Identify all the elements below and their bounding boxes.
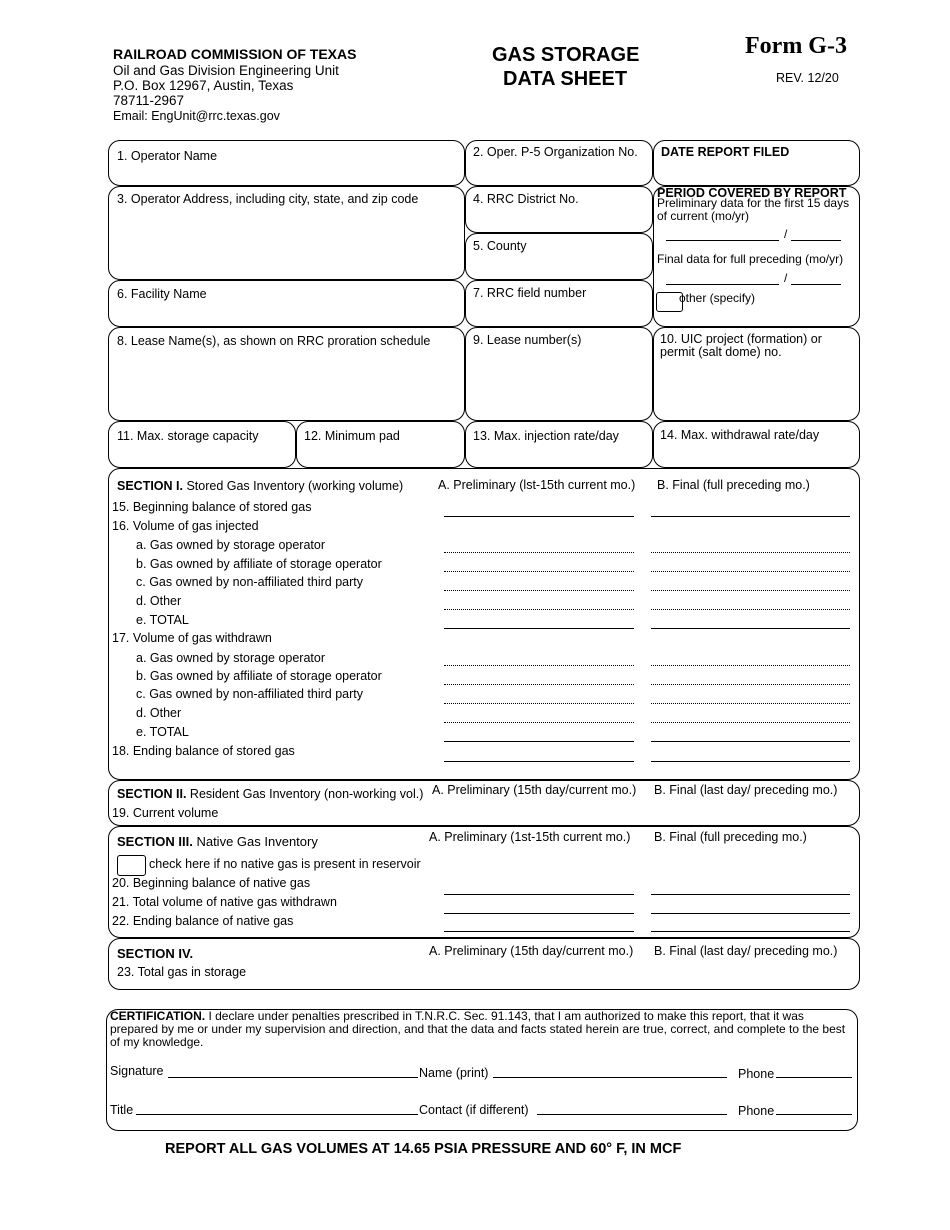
row-16b-a-line[interactable]: [444, 571, 634, 572]
prelim-year-line[interactable]: [791, 240, 841, 241]
signature-label: Signature: [110, 1064, 164, 1078]
section-1-col-a: A. Preliminary (lst-15th current mo.): [438, 478, 636, 492]
other-specify-label: other (specify): [679, 291, 756, 305]
row-17b-b-line[interactable]: [651, 684, 850, 685]
phone2-label: Phone: [738, 1104, 775, 1118]
section-4-col-a: A. Preliminary (15th day/current mo.): [429, 944, 634, 958]
row-21-label: 21. Total volume of native gas withdrawn: [112, 895, 337, 909]
prelim-slash: /: [784, 227, 788, 241]
no-native-gas-label: check here if no native gas is present in reservoir: [149, 857, 421, 871]
section-3-title-rest: Native Gas Inventory: [192, 834, 318, 849]
zip-code: 78711-2967: [113, 93, 185, 108]
final-slash: /: [784, 271, 788, 285]
division-name: Oil and Gas Division Engineering Unit: [113, 63, 339, 78]
min-pad-label: 12. Minimum pad: [304, 429, 400, 443]
final-year-line[interactable]: [791, 284, 841, 285]
no-native-gas-checkbox[interactable]: [117, 855, 146, 876]
row-22-b-line[interactable]: [651, 931, 850, 932]
row-20-a-line[interactable]: [444, 894, 634, 895]
row-17b-label: b. Gas owned by affiliate of storage operator: [136, 669, 382, 683]
field-number-label: 7. RRC field number: [473, 286, 587, 300]
operator-name-label: 1. Operator Name: [117, 149, 218, 163]
certification-title: CERTIFICATION.: [110, 1009, 206, 1023]
row-21-b-line[interactable]: [651, 913, 850, 914]
prelim-month-line[interactable]: [666, 240, 779, 241]
section-2-title: [117, 787, 423, 801]
row-16a-a-line[interactable]: [444, 552, 634, 553]
row-17e-label: e. TOTAL: [136, 725, 189, 739]
row-22-a-line[interactable]: [444, 931, 634, 932]
row-15-b-line[interactable]: [651, 516, 850, 517]
form-title-2: DATA SHEET: [503, 68, 628, 90]
title-line[interactable]: [136, 1114, 418, 1115]
row-15-label: 15. Beginning balance of stored gas: [112, 500, 312, 514]
county-label: 5. County: [473, 239, 527, 253]
section-1-box: [108, 468, 860, 780]
section-1-title-rest: Stored Gas Inventory (working volume): [182, 479, 404, 493]
certification-body: I declare under penalties prescribed in T.N.R.C. Sec. 91.143, that I am authorized to make this report, that it was prepared by me or under my supervision and direction, and that the data and facts stated herein are true, correct, and complete to the best of my knowledge.: [110, 1009, 846, 1049]
row-16e-a-line[interactable]: [444, 628, 634, 629]
row-16d-label: d. Other: [136, 594, 182, 608]
phone-line[interactable]: [776, 1077, 852, 1078]
row-23-label: 23. Total gas in storage: [117, 965, 247, 979]
row-17d-b-line[interactable]: [651, 722, 850, 723]
operator-name-box[interactable]: [108, 140, 465, 186]
contact-line[interactable]: [537, 1114, 727, 1115]
row-17a-b-line[interactable]: [651, 665, 850, 666]
contact-label: Contact (if different): [419, 1103, 529, 1117]
row-17c-a-line[interactable]: [444, 703, 634, 704]
period-prelim-text: Preliminary data for the first 15 days of current (mo/yr): [657, 196, 850, 223]
row-16-label: 16. Volume of gas injected: [112, 519, 259, 533]
row-20-label: 20. Beginning balance of native gas: [112, 876, 311, 890]
section-3-col-a: A. Preliminary (1st-15th current mo.): [429, 830, 631, 844]
row-17e-b-line[interactable]: [651, 741, 850, 742]
max-storage-label: 11. Max. storage capacity: [117, 429, 259, 443]
row-16b-label: b. Gas owned by affiliate of storage operator: [136, 557, 382, 571]
uic-project-label: 10. UIC project (formation) or permit (salt dome) no.: [660, 332, 822, 359]
section-1-title-bold: SECTION I.: [117, 479, 183, 493]
row-17c-label: c. Gas owned by non-affiliated third party: [136, 687, 363, 701]
date-filed-label: DATE REPORT FILED: [661, 145, 790, 159]
name-print-line[interactable]: [493, 1077, 727, 1078]
row-16d-a-line[interactable]: [444, 609, 634, 610]
row-16c-label: c. Gas owned by non-affiliated third party: [136, 575, 363, 589]
row-21-a-line[interactable]: [444, 913, 634, 914]
row-16b-b-line[interactable]: [651, 571, 850, 572]
row-20-b-line[interactable]: [651, 894, 850, 895]
section-1-col-b: B. Final (full preceding mo.): [657, 478, 810, 492]
section-3-col-b: B. Final (full preceding mo.): [654, 830, 807, 844]
section-4-col-b: B. Final (last day/ preceding mo.): [654, 944, 838, 958]
name-print-label: Name (print): [419, 1066, 489, 1080]
row-17a-label: a. Gas owned by storage operator: [136, 651, 326, 665]
title-label: Title: [110, 1103, 134, 1117]
row-17a-a-line[interactable]: [444, 665, 634, 666]
row-17d-a-line[interactable]: [444, 722, 634, 723]
row-16a-label: a. Gas owned by storage operator: [136, 538, 326, 552]
section-4-title: SECTION IV.: [117, 946, 194, 961]
row-16a-b-line[interactable]: [651, 552, 850, 553]
section-1-title: [117, 479, 403, 493]
row-17c-b-line[interactable]: [651, 703, 850, 704]
row-16d-b-line[interactable]: [651, 609, 850, 610]
row-18-b-line[interactable]: [651, 761, 850, 762]
form-title-1: GAS STORAGE: [492, 44, 640, 66]
signature-line[interactable]: [168, 1077, 418, 1078]
facility-name-label: 6. Facility Name: [117, 287, 207, 301]
row-16c-a-line[interactable]: [444, 590, 634, 591]
section-2-title-rest: Resident Gas Inventory (non-working vol.): [186, 787, 424, 801]
form-id: Form G-3: [745, 33, 847, 59]
row-19-label: 19. Current volume: [112, 806, 219, 820]
section-3-title: [117, 834, 318, 849]
section-2-title-bold: SECTION II.: [117, 787, 187, 801]
operator-address-label: 3. Operator Address, including city, state, and zip code: [117, 192, 419, 206]
section-2-col-a: A. Preliminary (15th day/current mo.): [432, 783, 637, 797]
row-16c-b-line[interactable]: [651, 590, 850, 591]
phone-label: Phone: [738, 1067, 775, 1081]
max-withdrawal-label: 14. Max. withdrawal rate/day: [660, 428, 820, 442]
section-2-col-b: B. Final (last day/ preceding mo.): [654, 783, 838, 797]
row-17e-a-line[interactable]: [444, 741, 634, 742]
section-3-title-bold: SECTION III.: [117, 834, 193, 849]
revision: REV. 12/20: [776, 71, 839, 85]
agency-name: RAILROAD COMMISSION OF TEXAS: [113, 46, 357, 62]
phone2-line[interactable]: [776, 1114, 852, 1115]
lease-name-label: 8. Lease Name(s), as shown on RRC proration schedule: [117, 334, 431, 348]
row-17b-a-line[interactable]: [444, 684, 634, 685]
row-17d-label: d. Other: [136, 706, 182, 720]
period-final-text: Final data for full preceding (mo/yr): [657, 252, 844, 266]
row-15-a-line[interactable]: [444, 516, 634, 517]
period-title: PERIOD COVERED BY REPORT: [657, 186, 847, 200]
row-18-label: 18. Ending balance of stored gas: [112, 744, 295, 758]
row-22-label: 22. Ending balance of native gas: [112, 914, 294, 928]
district-label: 4. RRC District No.: [473, 192, 579, 206]
lease-number-label: 9. Lease number(s): [473, 333, 582, 347]
max-injection-label: 13. Max. injection rate/day: [473, 429, 619, 443]
row-16e-label: e. TOTAL: [136, 613, 189, 627]
po-box: P.O. Box 12967, Austin, Texas: [113, 78, 294, 93]
p5-number-label: 2. Oper. P-5 Organization No.: [473, 145, 638, 159]
certification-text: [110, 1010, 850, 1049]
email: Email: EngUnit@rrc.texas.gov: [113, 109, 280, 123]
row-18-a-line[interactable]: [444, 761, 634, 762]
row-17-label: 17. Volume of gas withdrawn: [112, 631, 272, 645]
final-month-line[interactable]: [666, 284, 779, 285]
row-16e-b-line[interactable]: [651, 628, 850, 629]
footer-note: REPORT ALL GAS VOLUMES AT 14.65 PSIA PRESSURE AND 60° F, IN MCF: [165, 1141, 682, 1157]
